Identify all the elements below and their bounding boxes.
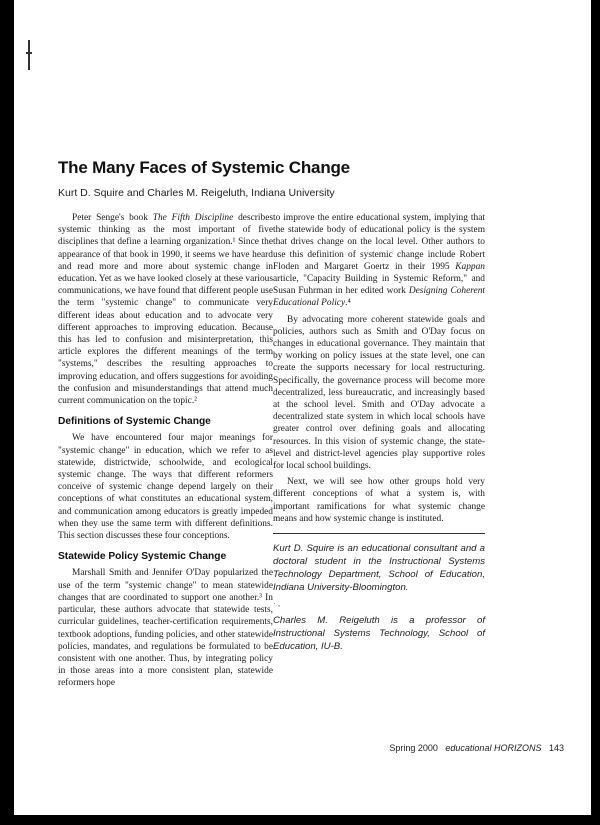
intro-paragraph: Peter Senge's book The Fifth Discipline describes systemic thinking as the most important of five disciplines that define a learning organization.¹ Since the appearance of that book in 1990, it seems we have heard and read more and more about systemic change in education. Yet as we have looked closely at these various communications, we have found that different people use the term "systemic change" to communicate very different ideas about education and to advocate very different approaches to improving education. Because this has led to confusion and misinterpretation, this article explores the different meanings of the term "systems," describes the resulting approaches to improving education, and offers suggestions for avoiding the confusion and misunderstandings that attend much current communication on the topic.² [58,213,273,407]
book-title-2: Designing Coherent Educational Policy [273,286,485,309]
right-column [273,212,485,657]
margin-mark [28,40,30,70]
journal-name: Kappan [455,261,485,272]
scan-border-left [0,0,14,825]
bio-divider [273,533,485,534]
author-bio-reigeluth: Charles M. Reigeluth is a professor of Instructional Systems Technology, School of Education, IU-B. [273,615,485,653]
article-byline: Kurt D. Squire and Charles M. Reigeluth, Indiana University [58,187,335,199]
book-title: The Fifth Discipline [152,213,234,223]
scan-border-bottom [0,815,600,825]
definitions-paragraph: We have encountered four major meanings for "systemic change" in education, which we refer to as statewide, districtwide, schoolwide, and ecological systemic change. The ways that different reformers conceive of systemic change depend largely on their conceptions of what constitutes an educational system, and communication among educators is greatly impeded when they use the same term with different definitions. This section discusses these four conceptions. [58,433,273,542]
scan-border-right [591,0,600,825]
footer-page-number: 143 [548,743,564,753]
transition-paragraph: Next, we will see how other groups hold very different conceptions of what a system is, with important ramifications for what systemic change means and how systemic change is instituted. [273,477,485,524]
margin-mark-cross [26,52,32,54]
statewide-paragraph: Marshall Smith and Jennifer O'Day popularized the use of the term "systemic change" to mean statewide changes that are coordinated to support one another.³ In particular, these authors advocate that statewide tests, curricular guidelines, teacher-certification requirements, textbook adoptions, funding policies, and other statewide policies, mandates, and regulations be formulated to be consistent with one another. Thus, by integrating policy in those areas into a more consistent plan, statewide reformers hope [58,568,273,689]
left-column [58,212,273,694]
page-footer [389,743,564,753]
footer-season: Spring 2000 [389,743,438,753]
governance-paragraph: By advocating more coherent statewide goals and policies, authors such as Smith and O'Day focus on changes in educational governance. They maintain that by working on policy issues at the state level, one can create the supports necessary for local restructuring. Specifically, the governance process will become more decentralized, less bureaucratic, and increasingly based at the school level. Smith and O'Day advocate a decentralized state system in which local schools have greater control over defining goals and allocating resources. In this vision of systemic change, the state-level and district-level agencies play supportive roles for local school buildings. [273,314,485,472]
section-heading-statewide: Statewide Policy Systemic Change [58,551,227,563]
footer-journal: educational HORIZONS [445,743,542,753]
author-bio-squire: Kurt D. Squire is an educational consultant and a doctoral student in the Instructional Systems Technology Department, School of Education, Indiana University-Bloomington. [273,543,485,594]
bio-separator: · , [273,599,281,609]
section-heading-definitions: Definitions of Systemic Change [58,416,211,428]
continued-paragraph: to improve the entire educational system, implying that the statewide body of educational policy is the system that drives change on the local level. Other authors to use this definition of systemic change include Robert Floden and Margaret Goertz in their 1995 Kappan article, "Capacity Building in Systemic Reform," and Susan Fuhrman in her edited work Designing Coherent Educational Policy.⁴ [273,213,485,309]
article-title: The Many Faces of Systemic Change [58,158,350,177]
